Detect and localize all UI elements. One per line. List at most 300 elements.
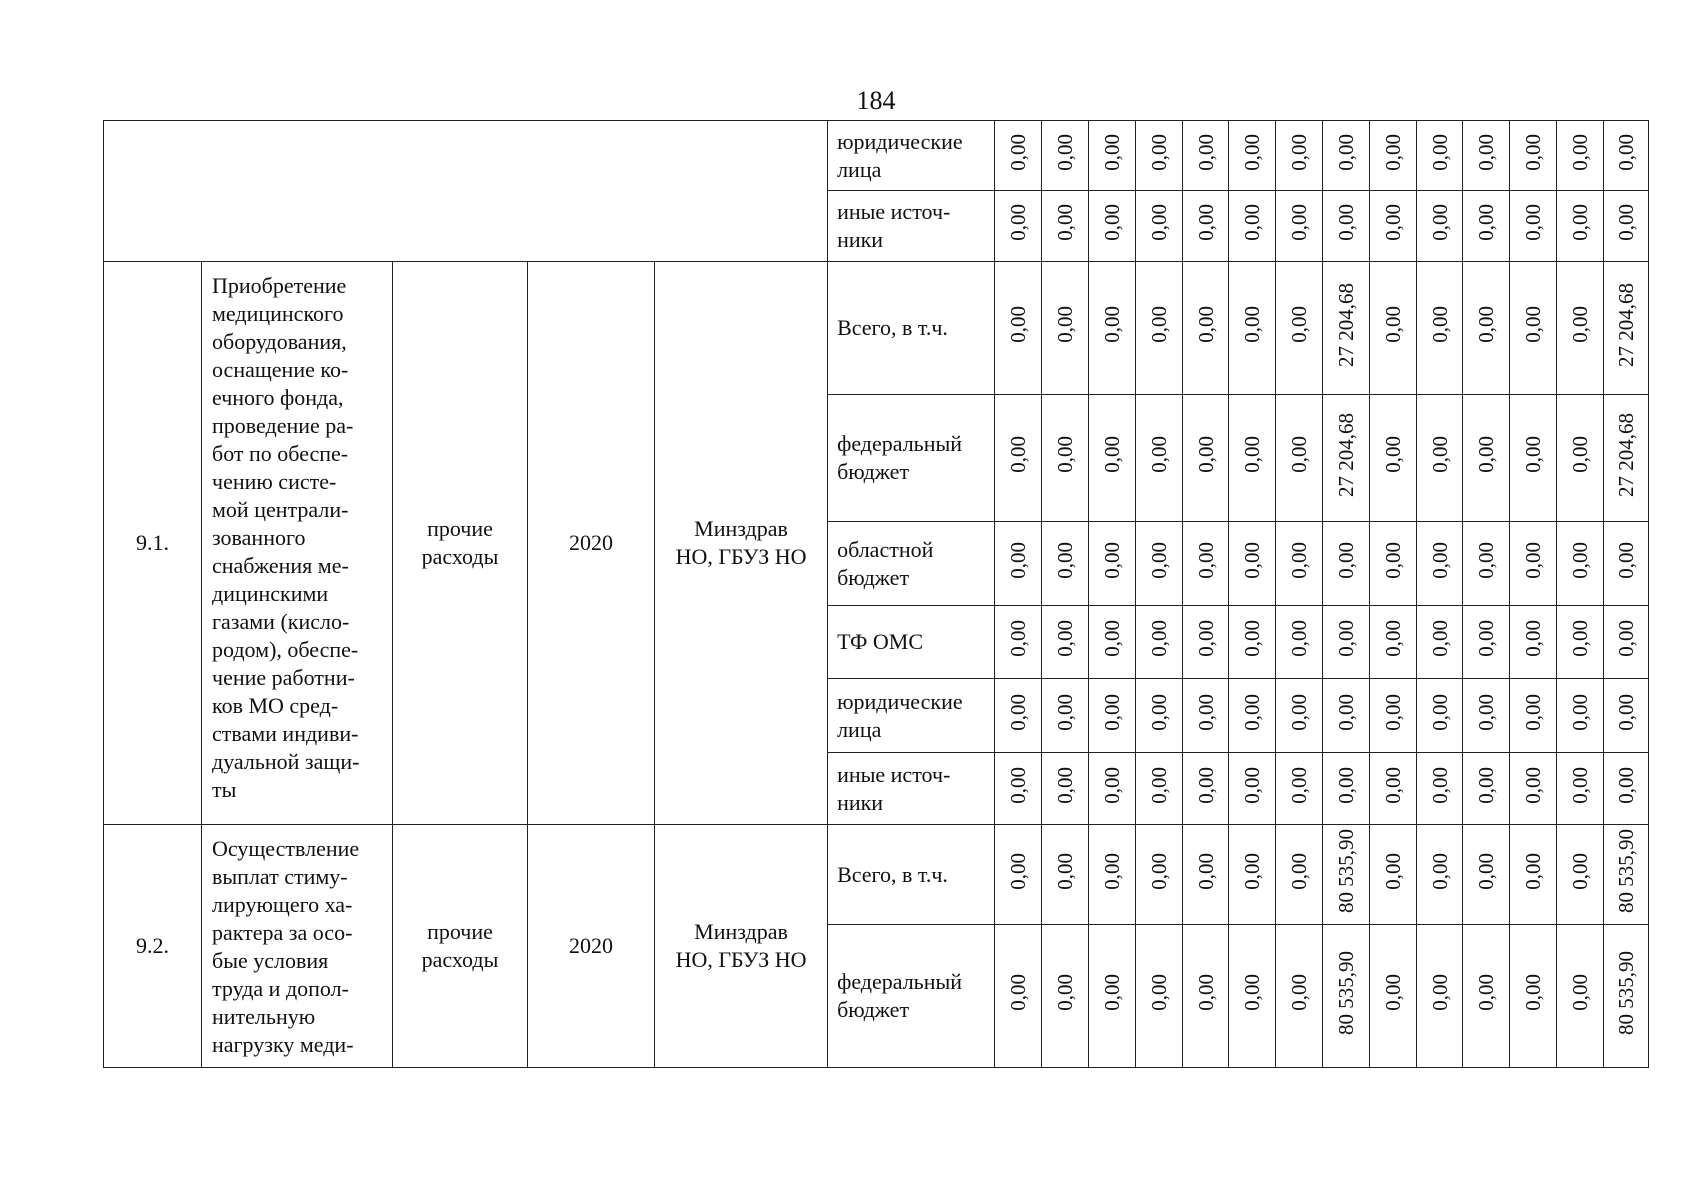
value-cell <box>1229 395 1276 522</box>
value-text: 0,00 <box>1147 204 1172 241</box>
value-text: 0,00 <box>1240 541 1265 579</box>
value-text: 0,00 <box>1240 204 1265 241</box>
value-cell <box>1417 191 1463 262</box>
value-text: 0,00 <box>1240 620 1265 657</box>
value-cell <box>1370 925 1417 1068</box>
value-text: 0,00 <box>1614 541 1639 579</box>
value-cell <box>1229 753 1276 825</box>
value-text: 0,00 <box>1006 852 1031 890</box>
value-cell <box>1463 606 1510 679</box>
value-text: 0,00 <box>1100 974 1125 1011</box>
value-cell <box>995 825 1042 925</box>
table-body <box>104 121 1649 1068</box>
value-text: 80 535,90 <box>1614 829 1639 913</box>
value-cell <box>1042 395 1089 522</box>
value-cell <box>1463 522 1510 606</box>
value-text: 0,00 <box>1147 436 1172 473</box>
value-cell <box>1276 825 1323 925</box>
value-text: 0,00 <box>1381 974 1406 1011</box>
value-text: 0,00 <box>1193 306 1218 343</box>
value-text: 0,00 <box>1568 693 1593 731</box>
value-text: 0,00 <box>1474 693 1499 731</box>
value-text: 80 535,90 <box>1334 829 1359 913</box>
value-text: 0,00 <box>1053 974 1078 1011</box>
value-text: 0,00 <box>1568 541 1593 579</box>
value-cell <box>1510 121 1557 191</box>
value-cell <box>1229 262 1276 395</box>
value-cell <box>1463 191 1510 262</box>
value-text: 0,00 <box>1521 852 1546 890</box>
value-text: 0,00 <box>1240 133 1265 171</box>
value-cell <box>995 121 1042 191</box>
value-cell <box>1089 395 1136 522</box>
blank-merged-cell <box>104 121 828 262</box>
value-cell <box>995 395 1042 522</box>
item-executor: Минздрав НО, ГБУЗ НО <box>655 825 828 1068</box>
value-cell <box>1229 925 1276 1068</box>
value-cell <box>1089 121 1136 191</box>
value-text: 0,00 <box>1334 541 1359 579</box>
expense-type: прочие расходы <box>393 825 528 1068</box>
value-cell <box>1183 395 1229 522</box>
value-text: 0,00 <box>1568 133 1593 171</box>
value-cell <box>1042 191 1089 262</box>
value-text: 0,00 <box>1334 133 1359 171</box>
value-cell <box>1183 753 1229 825</box>
value-text: 0,00 <box>1100 133 1125 171</box>
value-cell <box>1604 191 1649 262</box>
value-cell <box>1370 679 1417 753</box>
value-cell <box>1463 753 1510 825</box>
value-cell <box>1042 121 1089 191</box>
value-cell <box>1604 522 1649 606</box>
value-text: 0,00 <box>1521 620 1546 657</box>
value-cell <box>1604 825 1649 925</box>
value-text: 0,00 <box>1006 306 1031 343</box>
value-cell <box>1183 925 1229 1068</box>
value-text: 0,00 <box>1100 204 1125 241</box>
value-text: 0,00 <box>1006 541 1031 579</box>
value-cell <box>1276 522 1323 606</box>
value-cell <box>1089 522 1136 606</box>
value-text: 0,00 <box>1147 133 1172 171</box>
value-cell <box>1229 191 1276 262</box>
value-cell <box>1604 753 1649 825</box>
value-cell <box>1276 262 1323 395</box>
value-cell <box>1463 262 1510 395</box>
value-cell <box>1089 606 1136 679</box>
value-text: 0,00 <box>1568 436 1593 473</box>
value-text: 0,00 <box>1381 436 1406 473</box>
value-text: 0,00 <box>1006 766 1031 804</box>
value-text: 0,00 <box>1521 204 1546 241</box>
value-text: 0,00 <box>1100 766 1125 804</box>
item-description: Приобретение медицинского оборудования, оснащение ко- ечного фонда, проведение ра- бот по обеспе- чению систе- мой централи- зованного снабжения ме- дицинскими газами (кисло- родом), обеспе- чение работни- ков МО сред- ствами индиви- дуальной защи- ты <box>202 262 393 825</box>
value-cell <box>1323 679 1370 753</box>
value-text: 0,00 <box>1147 766 1172 804</box>
value-text: 0,00 <box>1427 766 1452 804</box>
value-cell <box>995 522 1042 606</box>
value-cell <box>1604 606 1649 679</box>
value-cell <box>1136 395 1183 522</box>
value-text: 0,00 <box>1427 620 1452 657</box>
value-cell <box>1136 925 1183 1068</box>
value-text: 0,00 <box>1427 133 1452 171</box>
value-text: 0,00 <box>1568 204 1593 241</box>
value-cell <box>1323 121 1370 191</box>
value-cell <box>995 606 1042 679</box>
value-cell <box>1136 679 1183 753</box>
value-text: 0,00 <box>1053 693 1078 731</box>
value-cell <box>1510 522 1557 606</box>
value-cell <box>1557 679 1604 753</box>
value-text: 0,00 <box>1381 693 1406 731</box>
value-cell <box>1323 191 1370 262</box>
value-text: 0,00 <box>1100 436 1125 473</box>
value-cell <box>1136 825 1183 925</box>
value-cell <box>1229 522 1276 606</box>
value-cell <box>1042 679 1089 753</box>
value-text: 0,00 <box>1427 974 1452 1011</box>
value-text: 0,00 <box>1568 306 1593 343</box>
value-text: 0,00 <box>1521 974 1546 1011</box>
value-text: 0,00 <box>1521 693 1546 731</box>
value-cell <box>995 925 1042 1068</box>
item-year: 2020 <box>528 825 655 1068</box>
value-text: 0,00 <box>1006 620 1031 657</box>
value-cell <box>1229 606 1276 679</box>
value-text: 0,00 <box>1427 541 1452 579</box>
value-cell <box>1510 191 1557 262</box>
value-text: 0,00 <box>1427 306 1452 343</box>
value-cell <box>1510 925 1557 1068</box>
value-text: 0,00 <box>1287 306 1312 343</box>
value-text: 0,00 <box>1053 204 1078 241</box>
value-cell <box>1089 925 1136 1068</box>
value-text: 27 204,68 <box>1334 412 1359 497</box>
value-text: 0,00 <box>1053 766 1078 804</box>
value-cell <box>995 262 1042 395</box>
value-cell <box>1510 825 1557 925</box>
value-cell <box>1276 121 1323 191</box>
value-cell <box>1276 191 1323 262</box>
value-text: 0,00 <box>1381 852 1406 890</box>
value-text: 0,00 <box>1287 974 1312 1011</box>
value-cell <box>1183 679 1229 753</box>
value-text: 0,00 <box>1100 541 1125 579</box>
source-label: федеральный бюджет <box>828 925 995 1068</box>
value-cell <box>1276 679 1323 753</box>
value-text: 0,00 <box>1240 693 1265 731</box>
value-cell <box>1323 753 1370 825</box>
value-text: 0,00 <box>1147 693 1172 731</box>
value-text: 0,00 <box>1100 620 1125 657</box>
value-text: 0,00 <box>1521 306 1546 343</box>
value-text: 27 204,68 <box>1614 412 1639 497</box>
value-text: 0,00 <box>1287 541 1312 579</box>
value-cell <box>1417 262 1463 395</box>
value-cell <box>1323 825 1370 925</box>
value-text: 0,00 <box>1006 204 1031 241</box>
financing-table <box>103 120 1649 1068</box>
item-executor: Минздрав НО, ГБУЗ НО <box>655 262 828 825</box>
value-text: 0,00 <box>1287 852 1312 890</box>
source-label: юридические лица <box>828 679 995 753</box>
value-cell <box>1370 522 1417 606</box>
value-text: 0,00 <box>1474 436 1499 473</box>
value-text: 0,00 <box>1381 766 1406 804</box>
value-cell <box>995 679 1042 753</box>
value-text: 0,00 <box>1381 541 1406 579</box>
value-text: 0,00 <box>1193 436 1218 473</box>
value-cell <box>1136 522 1183 606</box>
value-text: 0,00 <box>1193 852 1218 890</box>
source-label: Всего, в т.ч. <box>828 262 995 395</box>
item-year: 2020 <box>528 262 655 825</box>
value-text: 0,00 <box>1193 133 1218 171</box>
source-label: федеральный бюджет <box>828 395 995 522</box>
value-cell <box>1463 121 1510 191</box>
value-cell <box>1370 395 1417 522</box>
value-text: 0,00 <box>1614 766 1639 804</box>
item-number: 9.2. <box>104 825 202 1068</box>
value-cell <box>1417 121 1463 191</box>
value-cell <box>1370 825 1417 925</box>
value-cell <box>1323 606 1370 679</box>
value-cell <box>1229 825 1276 925</box>
source-label: иные источ- ники <box>828 191 995 262</box>
value-cell <box>1183 522 1229 606</box>
value-text: 0,00 <box>1287 133 1312 171</box>
value-cell <box>1183 606 1229 679</box>
table-row <box>104 825 1649 925</box>
value-cell <box>1229 121 1276 191</box>
value-cell <box>1323 395 1370 522</box>
value-cell <box>1604 925 1649 1068</box>
value-cell <box>1604 679 1649 753</box>
value-text: 0,00 <box>1381 133 1406 171</box>
value-text: 0,00 <box>1006 693 1031 731</box>
value-text: 0,00 <box>1568 766 1593 804</box>
value-cell <box>1042 753 1089 825</box>
value-cell <box>1136 121 1183 191</box>
value-cell <box>1042 522 1089 606</box>
value-cell <box>1417 753 1463 825</box>
value-cell <box>1370 753 1417 825</box>
value-cell <box>1557 606 1604 679</box>
value-text: 27 204,68 <box>1614 282 1639 367</box>
value-text: 0,00 <box>1287 436 1312 473</box>
value-text: 0,00 <box>1240 306 1265 343</box>
value-text: 0,00 <box>1287 693 1312 731</box>
value-cell <box>1557 191 1604 262</box>
value-text: 0,00 <box>1147 306 1172 343</box>
value-cell <box>1183 262 1229 395</box>
value-cell <box>1463 395 1510 522</box>
value-cell <box>1276 606 1323 679</box>
value-cell <box>1510 679 1557 753</box>
value-text: 0,00 <box>1287 204 1312 241</box>
value-text: 0,00 <box>1381 204 1406 241</box>
value-text: 0,00 <box>1614 204 1639 241</box>
value-text: 0,00 <box>1474 204 1499 241</box>
value-text: 0,00 <box>1240 974 1265 1011</box>
value-text: 0,00 <box>1427 852 1452 890</box>
value-text: 0,00 <box>1568 852 1593 890</box>
value-text: 0,00 <box>1427 204 1452 241</box>
value-text: 0,00 <box>1287 620 1312 657</box>
value-text: 0,00 <box>1240 766 1265 804</box>
value-text: 0,00 <box>1474 133 1499 171</box>
value-text: 0,00 <box>1147 974 1172 1011</box>
value-text: 0,00 <box>1568 974 1593 1011</box>
value-cell <box>1417 395 1463 522</box>
value-cell <box>1229 679 1276 753</box>
value-cell <box>1510 606 1557 679</box>
value-text: 0,00 <box>1193 974 1218 1011</box>
value-cell <box>1604 395 1649 522</box>
value-text: 0,00 <box>1006 436 1031 473</box>
value-text: 0,00 <box>1053 620 1078 657</box>
value-text: 0,00 <box>1334 620 1359 657</box>
value-text: 0,00 <box>1100 306 1125 343</box>
table-row <box>104 121 1649 191</box>
value-cell <box>1557 262 1604 395</box>
value-text: 0,00 <box>1427 693 1452 731</box>
value-text: 0,00 <box>1334 693 1359 731</box>
value-text: 0,00 <box>1287 766 1312 804</box>
value-text: 0,00 <box>1147 541 1172 579</box>
value-text: 80 535,90 <box>1334 950 1359 1035</box>
value-text: 0,00 <box>1614 693 1639 731</box>
value-text: 0,00 <box>1193 620 1218 657</box>
value-cell <box>1557 825 1604 925</box>
value-cell <box>1136 753 1183 825</box>
value-cell <box>1183 121 1229 191</box>
source-label: областной бюджет <box>828 522 995 606</box>
value-cell <box>1183 191 1229 262</box>
value-cell <box>1417 679 1463 753</box>
value-text: 0,00 <box>1240 436 1265 473</box>
value-cell <box>1042 262 1089 395</box>
value-cell <box>1510 753 1557 825</box>
value-text: 0,00 <box>1053 436 1078 473</box>
value-cell <box>1417 522 1463 606</box>
value-cell <box>1136 262 1183 395</box>
item-number: 9.1. <box>104 262 202 825</box>
page-number: 184 <box>856 86 896 115</box>
value-text: 0,00 <box>1474 766 1499 804</box>
value-cell <box>1370 606 1417 679</box>
value-text: 0,00 <box>1568 620 1593 657</box>
value-text: 0,00 <box>1053 541 1078 579</box>
value-cell <box>1276 395 1323 522</box>
value-cell <box>1323 522 1370 606</box>
value-text: 0,00 <box>1100 852 1125 890</box>
value-text: 0,00 <box>1193 204 1218 241</box>
table-row <box>104 262 1649 395</box>
value-text: 0,00 <box>1521 541 1546 579</box>
source-label: ТФ ОМС <box>828 606 995 679</box>
value-text: 0,00 <box>1474 306 1499 343</box>
value-cell <box>1089 753 1136 825</box>
value-text: 0,00 <box>1053 133 1078 171</box>
value-text: 0,00 <box>1100 693 1125 731</box>
value-cell <box>1463 925 1510 1068</box>
value-cell <box>1089 825 1136 925</box>
value-text: 0,00 <box>1614 133 1639 171</box>
value-cell <box>1510 395 1557 522</box>
value-cell <box>1370 191 1417 262</box>
value-cell <box>1323 925 1370 1068</box>
value-text: 0,00 <box>1334 204 1359 241</box>
value-text: 0,00 <box>1521 436 1546 473</box>
source-label: иные источ- ники <box>828 753 995 825</box>
value-cell <box>995 191 1042 262</box>
value-cell <box>1417 925 1463 1068</box>
value-text: 0,00 <box>1193 766 1218 804</box>
value-cell <box>1463 825 1510 925</box>
value-text: 0,00 <box>1474 541 1499 579</box>
value-text: 0,00 <box>1521 133 1546 171</box>
value-cell <box>1089 262 1136 395</box>
value-cell <box>1557 395 1604 522</box>
value-text: 0,00 <box>1381 620 1406 657</box>
value-text: 0,00 <box>1193 693 1218 731</box>
value-cell <box>995 753 1042 825</box>
value-cell <box>1089 191 1136 262</box>
value-cell <box>1183 825 1229 925</box>
value-text: 80 535,90 <box>1614 950 1639 1035</box>
value-text: 0,00 <box>1614 620 1639 657</box>
value-cell <box>1510 262 1557 395</box>
value-text: 0,00 <box>1147 620 1172 657</box>
source-label: Всего, в т.ч. <box>828 825 995 925</box>
value-cell <box>1604 262 1649 395</box>
value-cell <box>1042 825 1089 925</box>
source-label: юридические лица <box>828 121 995 191</box>
value-cell <box>1276 925 1323 1068</box>
item-description: Осуществление выплат стиму- лирующего ха- рактера за осо- бые условия труда и допол- нительную нагрузку меди- <box>202 825 393 1068</box>
value-text: 0,00 <box>1334 766 1359 804</box>
value-text: 0,00 <box>1053 306 1078 343</box>
value-text: 0,00 <box>1240 852 1265 890</box>
value-text: 0,00 <box>1006 133 1031 171</box>
value-cell <box>1463 679 1510 753</box>
value-cell <box>1136 606 1183 679</box>
value-cell <box>1417 825 1463 925</box>
expense-type: прочие расходы <box>393 262 528 825</box>
value-cell <box>1370 262 1417 395</box>
value-text: 0,00 <box>1474 974 1499 1011</box>
value-cell <box>1370 121 1417 191</box>
value-text: 0,00 <box>1147 852 1172 890</box>
value-cell <box>1136 191 1183 262</box>
value-cell <box>1604 121 1649 191</box>
value-text: 0,00 <box>1193 541 1218 579</box>
value-cell <box>1557 925 1604 1068</box>
value-cell <box>1557 522 1604 606</box>
value-cell <box>1089 679 1136 753</box>
value-text: 0,00 <box>1053 852 1078 890</box>
value-cell <box>1042 606 1089 679</box>
value-cell <box>1557 753 1604 825</box>
value-text: 0,00 <box>1006 974 1031 1011</box>
value-cell <box>1417 606 1463 679</box>
value-text: 0,00 <box>1474 620 1499 657</box>
value-text: 0,00 <box>1474 852 1499 890</box>
value-cell <box>1276 753 1323 825</box>
